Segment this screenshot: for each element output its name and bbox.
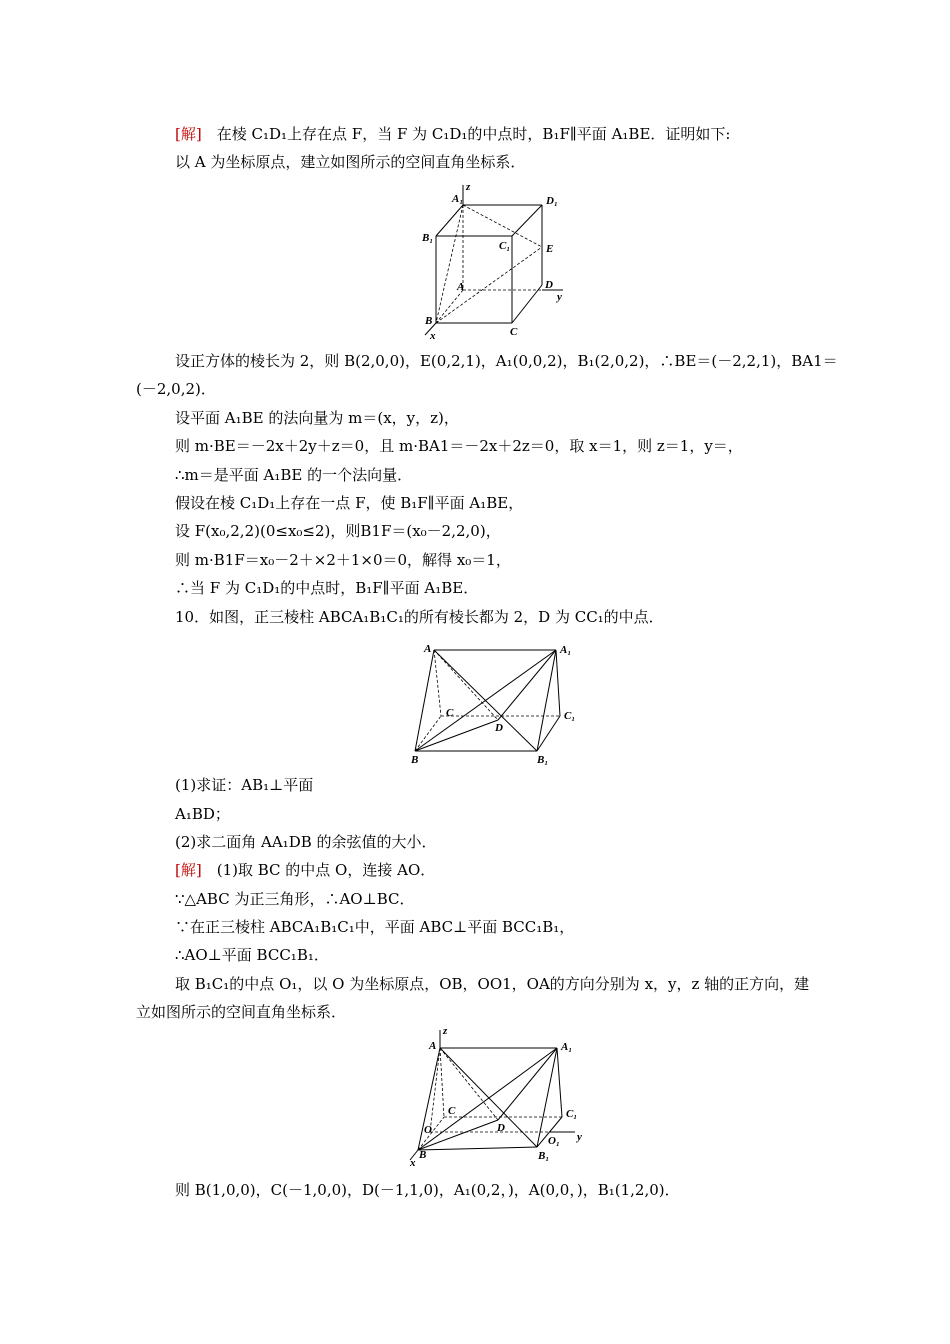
- text-line-9: 设 F(x₀,2,2)(0≤x₀≤2)，则B1F＝(x₀－2,2,0)，: [175, 522, 501, 540]
- text-line-11: ∴当 F 为 C₁D₁的中点时，B₁F∥平面 A₁BE．: [175, 579, 479, 597]
- text-line-4: (－2,0,2)．: [136, 380, 216, 398]
- label-z: z: [466, 181, 471, 193]
- text-line-13: (1)求证：AB₁⊥平面: [175, 776, 314, 794]
- text-line-12: 10．如图，正三棱柱 ABCA₁B₁C₁的所有棱长都为 2，D 为 CC₁的中点．: [175, 608, 664, 626]
- label-B: B: [419, 1149, 427, 1161]
- text-line-18: ∵在正三棱柱 ABCA₁B₁C₁中，平面 ABC⊥平面 BCC₁B₁，: [175, 918, 575, 936]
- text-line-14: A₁BD；: [175, 805, 230, 823]
- label-x: x: [430, 330, 436, 342]
- text-line-20: 取 B₁C₁的中点 O₁，以 O 为坐标原点，OB，OO1，OA的方向分别为 x，y，z 轴的正方向，建: [175, 975, 810, 993]
- label-B1: B₁: [422, 232, 434, 244]
- label-O1: O₁: [548, 1135, 560, 1147]
- line-text: 在棱 C₁D₁上存在点 F，当 F 为 C₁D₁的中点时，B₁F∥平面 A₁BE．证明如下:: [216, 125, 731, 143]
- text-line-7: ∴m＝是平面 A₁BE 的一个法向量．: [175, 466, 413, 484]
- label-B1: B₁: [537, 754, 549, 766]
- label-C: C: [448, 1105, 456, 1117]
- label-B: B: [425, 315, 433, 327]
- solution-tag: [解]: [175, 125, 202, 143]
- text-line-6: 则 m·BE＝－2x＋2y＋z＝0，且 m·BA1＝－2x＋2z＝0，取 x＝1，则 z＝1，y＝，: [175, 437, 743, 455]
- text-line-8: 假设在棱 C₁D₁上存在一点 F，使 B₁F∥平面 A₁BE，: [175, 494, 524, 512]
- text-line-3: 设正方体的棱长为 2，则 B(2,0,0)，E(0,2,1)，A₁(0,0,2)，B₁(2,0,2)，∴BE＝(－2,2,1)，BA1＝: [175, 352, 838, 370]
- text-line-10: 则 m·B1F＝x₀－2＋×2＋1×0＝0，解得 x₀＝1，: [175, 551, 511, 569]
- text-line-19: ∴AO⊥平面 BCC₁B₁．: [175, 946, 329, 964]
- label-D: D: [545, 279, 553, 291]
- solution-tag: [解]: [175, 861, 202, 879]
- label-B: B: [411, 754, 419, 766]
- label-A: A: [457, 281, 465, 293]
- label-A1: A₁: [561, 1041, 573, 1053]
- label-D1: D₁: [546, 195, 558, 207]
- label-C1: C₁: [566, 1108, 578, 1120]
- label-A1: A₁: [560, 644, 572, 656]
- label-E: E: [546, 243, 554, 255]
- label-A: A: [429, 1040, 437, 1052]
- figure-cube: [415, 178, 575, 343]
- text-line-2: 以 A 为坐标原点，建立如图所示的空间直角坐标系．: [175, 153, 526, 171]
- label-C: C: [446, 707, 454, 719]
- label-B1: B₁: [538, 1150, 550, 1162]
- label-x: x: [410, 1157, 416, 1169]
- text-line-1: [175, 124, 730, 144]
- line-text: (1)取 BC 的中点 O，连接 AO．: [216, 861, 436, 879]
- text-line-16: [175, 860, 435, 880]
- label-z: z: [443, 1025, 448, 1037]
- text-line-17: ∵△ABC 为正三角形，∴AO⊥BC．: [175, 890, 415, 908]
- figure-prism: [405, 638, 585, 768]
- label-D: D: [497, 1122, 505, 1134]
- label-D: D: [495, 722, 503, 734]
- text-line-5: 设平面 A₁BE 的法向量为 m＝(x，y，z)，: [175, 409, 459, 427]
- text-line-21: 立如图所示的空间直角坐标系．: [136, 1003, 347, 1021]
- label-C1: C₁: [564, 710, 576, 722]
- label-C: C: [510, 326, 518, 338]
- label-A1: A₁: [452, 193, 464, 205]
- label-y: y: [577, 1131, 582, 1143]
- label-O: O: [424, 1124, 432, 1136]
- text-line-15: (2)求二面角 AA₁DB 的余弦值的大小．: [175, 833, 437, 851]
- text-line-22: 则 B(1,0,0)，C(－1,0,0)，D(－1,1,0)，A₁(0,2，)，A(0,0，)，B₁(1,2,0)．: [175, 1181, 680, 1199]
- label-A: A: [424, 643, 432, 655]
- label-C1: C₁: [499, 240, 511, 252]
- figure-prism-axes: [405, 1020, 590, 1170]
- label-y: y: [557, 291, 562, 303]
